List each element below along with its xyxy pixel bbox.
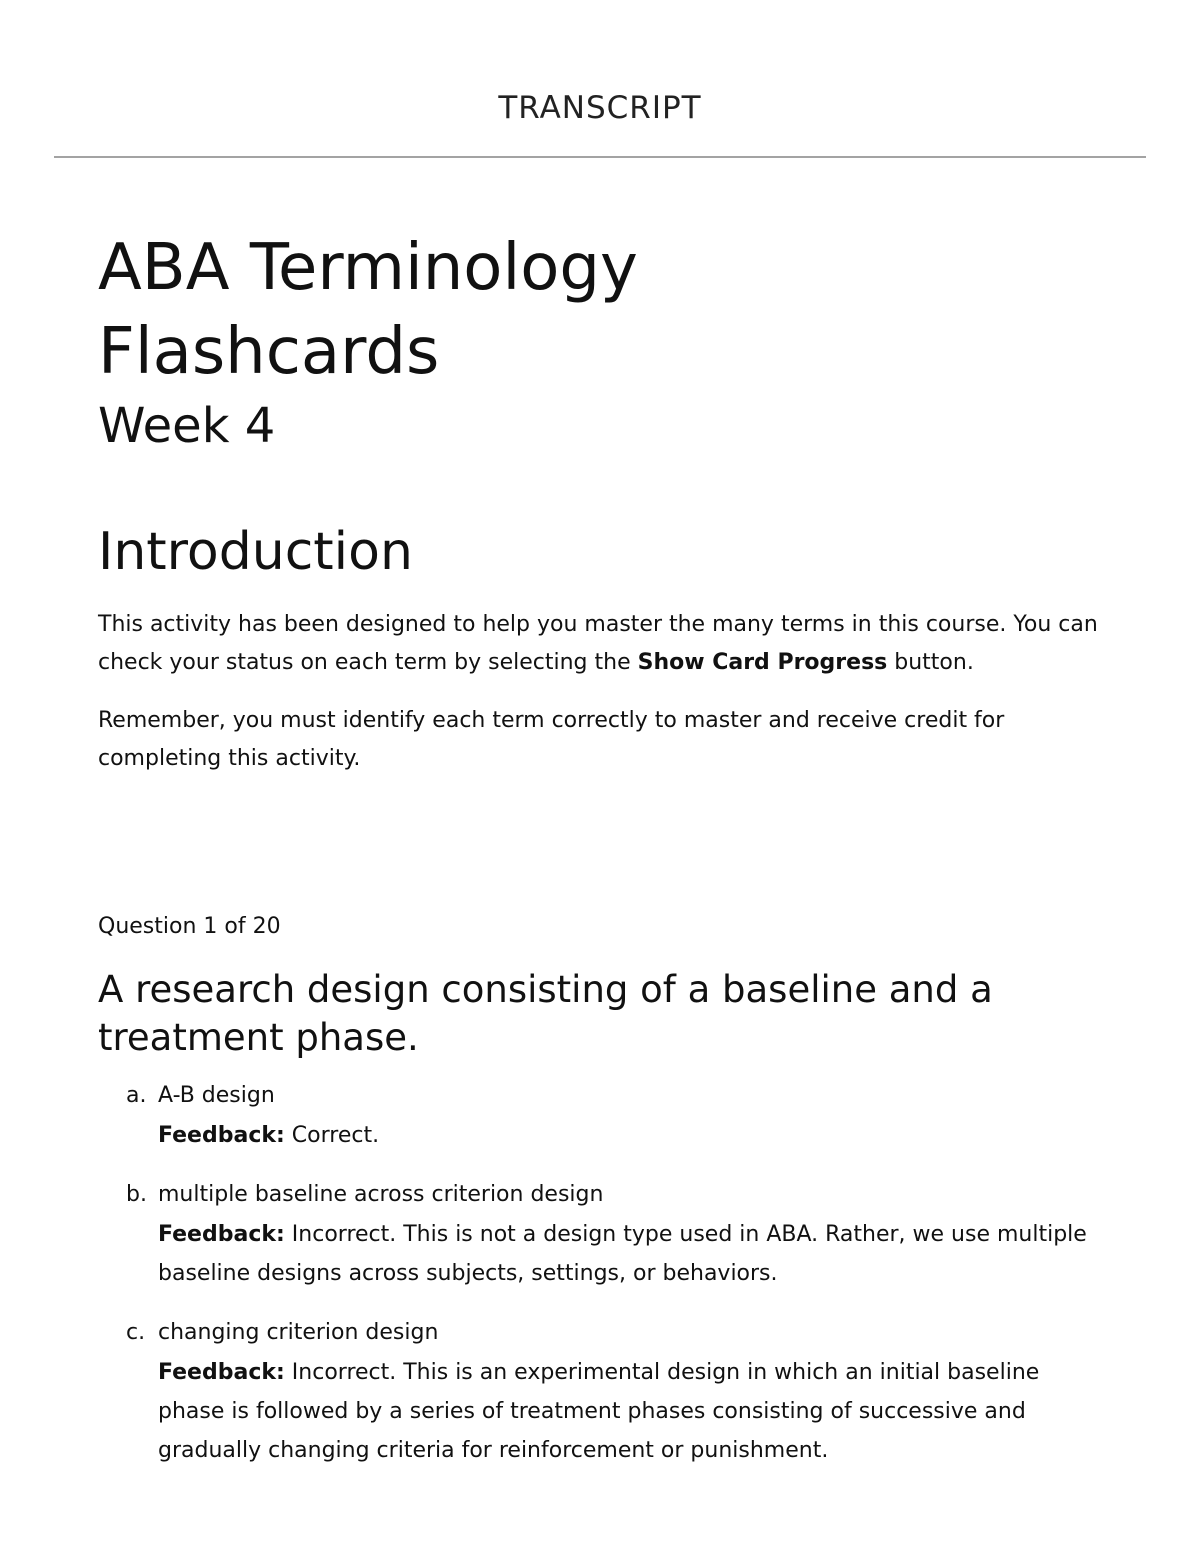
intro-paragraph-1-text-b: button. bbox=[887, 650, 974, 675]
answer-option-c bbox=[98, 1313, 1108, 1470]
option-letter: a. bbox=[126, 1083, 147, 1108]
option-feedback bbox=[158, 1116, 1088, 1155]
answer-option-b bbox=[98, 1175, 1108, 1293]
question-counter: Question 1 of 20 bbox=[98, 914, 281, 939]
option-letter: c. bbox=[126, 1320, 146, 1345]
answer-option-a bbox=[98, 1076, 1108, 1155]
header-divider bbox=[54, 156, 1146, 158]
feedback-label: Feedback: bbox=[158, 1222, 285, 1247]
feedback-label: Feedback: bbox=[158, 1360, 285, 1385]
page-title-line-2: Flashcards bbox=[98, 315, 440, 389]
option-text: multiple baseline across criterion design bbox=[158, 1182, 604, 1207]
page-title-line-1: ABA Terminology bbox=[98, 231, 638, 305]
title-block bbox=[98, 226, 1098, 458]
question-text: A research design consisting of a baseline and a treatment phase. bbox=[98, 968, 993, 1059]
answer-options bbox=[98, 1076, 1108, 1490]
feedback-label: Feedback: bbox=[158, 1123, 285, 1148]
introduction-body bbox=[98, 606, 1108, 798]
transcript-header-label: TRANSCRIPT bbox=[498, 90, 702, 126]
introduction-heading: Introduction bbox=[98, 522, 413, 582]
page-title bbox=[98, 226, 1098, 394]
option-text: changing criterion design bbox=[158, 1320, 439, 1345]
option-letter: b. bbox=[126, 1182, 147, 1207]
intro-paragraph-1-text-a: This activity has been designed to help you master the many terms in this course. You can check your status on each term by selecting the bbox=[98, 612, 1098, 675]
intro-paragraph-2: Remember, you must identify each term correctly to master and receive credit for completing this activity. bbox=[98, 708, 1005, 771]
page-subtitle: Week 4 bbox=[98, 398, 276, 454]
feedback-text: Correct. bbox=[291, 1123, 380, 1148]
feedback-text: Incorrect. This is not a design type used in ABA. Rather, we use multiple baseline designs across subjects, settings, or behaviors. bbox=[158, 1222, 1087, 1286]
option-feedback bbox=[158, 1215, 1088, 1293]
option-feedback bbox=[158, 1353, 1088, 1470]
option-text: A-B design bbox=[158, 1083, 275, 1108]
intro-paragraph-1 bbox=[98, 606, 1108, 682]
show-card-progress-label: Show Card Progress bbox=[637, 650, 888, 675]
feedback-text: Incorrect. This is an experimental design in which an initial baseline phase is followed by a series of treatment phases consisting of successive and gradually changing criteria for reinforcement or punishment. bbox=[158, 1360, 1040, 1463]
